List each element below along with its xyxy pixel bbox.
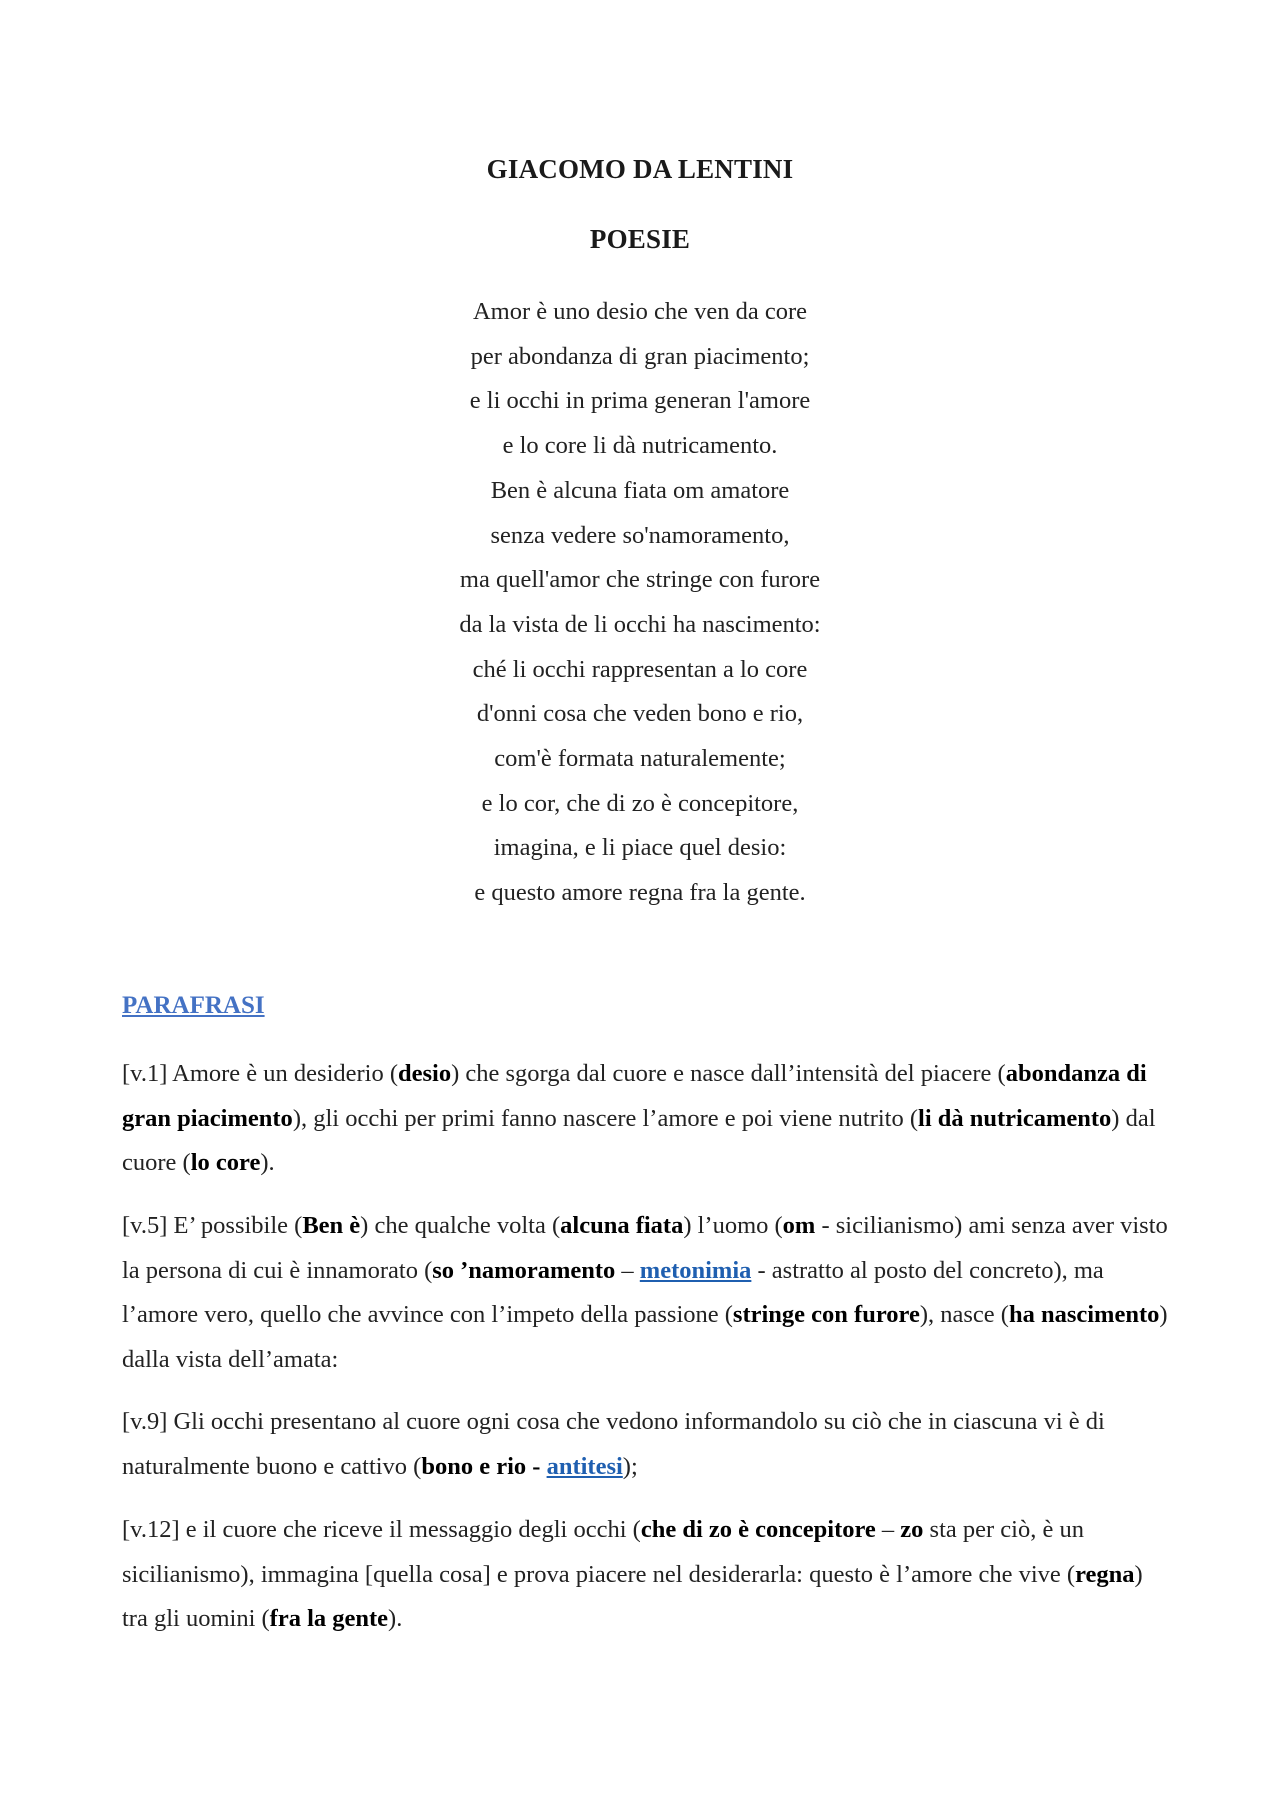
- bold-term: alcuna fiata: [560, 1212, 684, 1239]
- poem-line: e li occhi in prima generan l'amore: [469, 387, 811, 415]
- bold-term: om: [782, 1212, 816, 1239]
- paragraph-text: ), gli occhi per primi fanno nascere l’amore e poi viene nutrito (: [292, 1104, 919, 1132]
- poem-line: e questo amore regna fra la gente.: [474, 879, 806, 907]
- paragraph-text: );: [622, 1452, 638, 1480]
- poem-line: ché li occhi rappresentan a lo core: [472, 655, 808, 683]
- paragraph-text: ), nasce (: [919, 1301, 1009, 1328]
- paragraph-text: ).: [260, 1149, 275, 1176]
- paragraph-text: ) dal cuore (: [122, 1104, 1156, 1176]
- poem-line: Amor è uno desio che ven da core: [472, 298, 808, 325]
- paragraph-text: [v.9] Gli occhi presentano al cuore ogni cosa che vedono informandolo su ciò che in ciascuna vi è di naturalmente buono e cattivo (: [122, 1408, 1105, 1480]
- bold-term: regna: [1075, 1560, 1135, 1588]
- paraphrase-paragraph: [122, 1204, 1172, 1382]
- bold-term: zo: [900, 1516, 924, 1543]
- bold-term: bono e rio: [421, 1452, 527, 1480]
- bold-term: stringe con furore: [732, 1301, 920, 1328]
- bold-term: li dà nutricamento: [918, 1104, 1112, 1132]
- poem-line: e lo core li dà nutricamento.: [502, 432, 778, 460]
- bold-term: -: [526, 1452, 547, 1480]
- poem-line: e lo cor, che di zo è concepitore,: [481, 789, 799, 817]
- poem-line: imagina, e li piace quel desio:: [493, 834, 787, 862]
- poem-line: per abondanza di gran piacimento;: [470, 342, 810, 370]
- bold-term: fra la gente: [269, 1605, 389, 1632]
- term-link[interactable]: metonimia: [639, 1256, 752, 1284]
- term-link[interactable]: antitesi: [546, 1452, 623, 1480]
- bold-term: Ben è: [302, 1212, 361, 1239]
- paragraph-text: ) che sgorga dal cuore e nasce dall’intensità del piacere (: [451, 1060, 1006, 1087]
- poem-line: ma quell'amor che stringe con furore: [459, 566, 821, 594]
- bold-term: abondanza di gran piacimento: [122, 1060, 1147, 1132]
- document-subtitle: POESIE: [589, 224, 691, 254]
- poem-line: d'onni cosa che veden bono e rio,: [476, 700, 804, 728]
- paragraph-text: [v.1] Amore è un desiderio (: [122, 1060, 398, 1087]
- paraphrase-paragraph: [122, 1508, 1172, 1642]
- paragraph-text: –: [875, 1516, 901, 1543]
- paraphrase-paragraph: [122, 1052, 1172, 1186]
- document-author: GIACOMO DA LENTINI: [486, 154, 794, 184]
- section-heading-parafrasi[interactable]: PARAFRASI: [122, 992, 265, 1019]
- paragraph-text: [v.12] e il cuore che riceve il messaggio degli occhi (: [122, 1516, 641, 1543]
- bold-term: che di zo è concepitore: [640, 1516, 876, 1543]
- poem-line: senza vedere so'namoramento,: [490, 521, 790, 549]
- poem-line: da la vista de li occhi ha nascimento:: [459, 610, 821, 638]
- paragraph-text: ) tra gli uomini (: [122, 1560, 1143, 1632]
- bold-term: lo core: [190, 1149, 261, 1176]
- paragraph-text: ) che qualche volta (: [360, 1212, 561, 1239]
- bold-term: ha nascimento: [1008, 1301, 1160, 1328]
- bold-term: so ’namoramento: [432, 1256, 616, 1284]
- bold-term: desio: [398, 1060, 452, 1087]
- paragraph-text: –: [615, 1256, 640, 1284]
- paragraph-text: ).: [388, 1605, 403, 1632]
- paraphrase-paragraph: [122, 1400, 1172, 1489]
- poem-line: Ben è alcuna fiata om amatore: [490, 476, 790, 504]
- paragraph-text: ) l’uomo (: [683, 1212, 783, 1239]
- paragraph-text: ) dalla vista dell’amata:: [122, 1301, 1168, 1373]
- paragraph-text: - astratto al posto del concreto), ma l’amore vero, quello che avvince con l’impeto della passione (: [122, 1256, 1104, 1328]
- paragraph-text: [v.5] E’ possibile (: [122, 1212, 303, 1239]
- paragraph-text: sta per ciò, è un sicilianismo), immagina [quella cosa] e prova piacere nel desiderarla: questo è l’amore che vive (: [122, 1516, 1084, 1588]
- paragraph-text: - sicilianismo) ami senza aver visto la persona di cui è innamorato (: [122, 1212, 1168, 1284]
- poem-line: com'è formata naturalemente;: [494, 745, 786, 773]
- poem: [0, 290, 1280, 916]
